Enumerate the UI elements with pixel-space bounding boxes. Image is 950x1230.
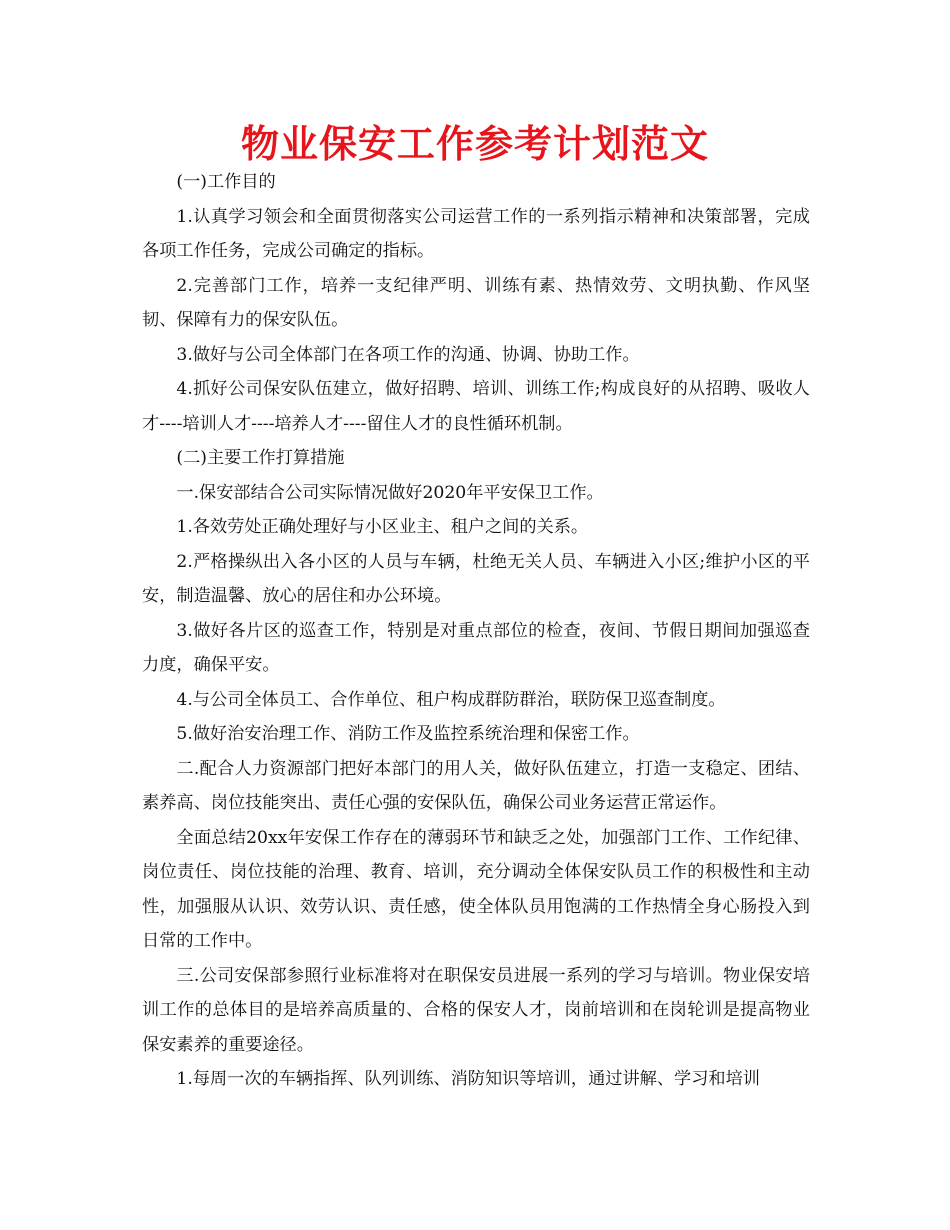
document-body [142, 165, 810, 1097]
paragraph: 3.做好与公司全体部门在各项工作的沟通、协调、协助工作。 [176, 344, 640, 365]
paragraph: 2.完善部门工作，培养一支纪律严明、训练有素、热情效劳、文明执勤、作风坚韧、保障有力的保安队伍。 [142, 275, 810, 330]
paragraph: 2.严格操纵出入各小区的人员与车辆，杜绝无关人员、车辆进入小区;维护小区的平安，制造温馨、放心的居住和办公环境。 [142, 551, 810, 606]
paragraph: 5.做好治安治理工作、消防工作及监控系统治理和保密工作。 [176, 724, 640, 744]
paragraph: 1.每周一次的车辆指挥、队列训练、消防知识等培训，通过讲解、学习和培训 [176, 1069, 760, 1089]
paragraph: 1.认真学习领会和全面贯彻落实公司运营工作的一系列指示精神和决策部署，完成各项工作任务，完成公司确定的指标。 [142, 206, 810, 261]
paragraph: 全面总结20xx年安保工作存在的薄弱环节和缺乏之处，加强部门工作、工作纪律、岗位责任、岗位技能的治理、教育、培训，充分调动全体保安队员工作的积极性和主动性，加强服从认识、效劳认识、责任感，使全体队员用饱满的工作热情全身心肠投入到日常的工作中。 [142, 827, 810, 951]
document-title: 物业保安工作参考计划范文 [240, 122, 709, 166]
paragraph: (二)主要工作打算措施 [176, 448, 345, 468]
paragraph: (一)工作目的 [176, 172, 276, 192]
paragraph: 3.做好各片区的巡查工作，特别是对重点部位的检查，夜间、节假日期间加强巡查力度，确保平安。 [142, 620, 810, 675]
paragraph: 4.与公司全体员工、合作单位、租户构成群防群治，联防保卫巡查制度。 [176, 689, 726, 710]
paragraph: 1.各效劳处正确处理好与小区业主、租户之间的关系。 [176, 517, 589, 537]
paragraph: 一.保安部结合公司实际情况做好2020年平安保卫工作。 [176, 482, 604, 503]
paragraph: 三.公司安保部参照行业标准将对在职保安员进展一系列的学习与培训。物业保安培训工作的总体目的是培养高质量的、合格的保安人才，岗前培训和在岗轮训是提高物业保安素养的重要途径。 [142, 965, 810, 1055]
paragraph: 二.配合人力资源部门把好本部门的用人关，做好队伍建立，打造一支稳定、团结、素养高、岗位技能突出、责任心强的安保队伍，确保公司业务运营正常运作。 [142, 758, 810, 813]
paragraph: 4.抓好公司保安队伍建立，做好招聘、培训、训练工作;构成良好的从招聘、吸收人才----培训人才----培养人才----留住人才的良性循环机制。 [142, 379, 810, 434]
